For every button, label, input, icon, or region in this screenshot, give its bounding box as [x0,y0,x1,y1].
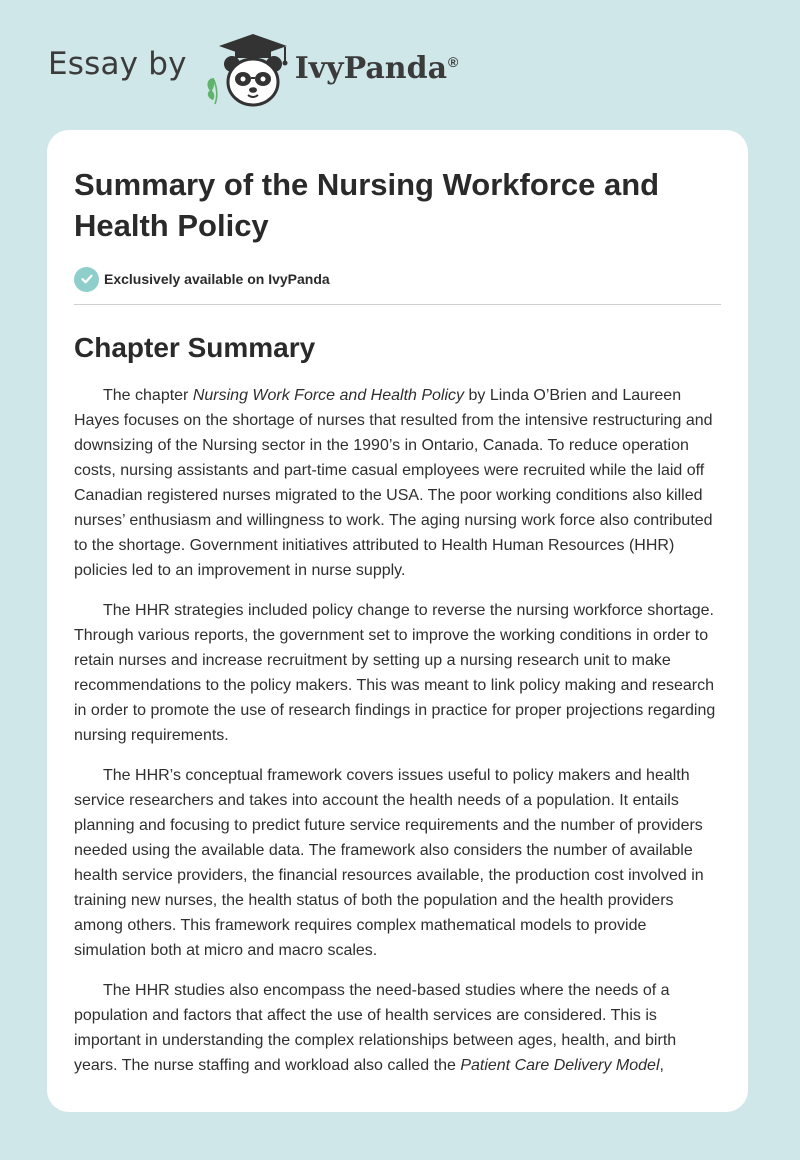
paragraph-2: The HHR strategies included policy change to reverse the nursing workforce shortage. Through various reports, the government set to improve the working conditions in order to retain nurses and increase recruitment by setting up a nursing research unit to make recommendations to the policy makers. This was meant to link policy making and research in order to promote the use of research findings in practice for proper projections regarding nursing requirements. [74,602,716,744]
page-title: Summary of the Nursing Workforce and Health Policy [74,167,660,243]
exclusive-badge [74,266,721,292]
registered-mark: ® [448,53,459,70]
paragraph-3: The HHR’s conceptual framework covers issues useful to policy makers and health service researchers and takes into account the health needs of a population. It entails planning and focusing to predict future service requirements and the number of providers needed using the available data. The framework also considers the number of available health service providers, the financial resources available, the production cost involved in training new nurses, the health status of both the population and the health providers among others. This framework requires complex mathematical models to provide simulation both at micro and macro scales. [74,767,704,959]
section-heading: Chapter Summary [74,332,316,363]
paragraph-1: The chapter Nursing Work Force and Health Policy by Linda O’Brien and Laureen Hayes focuses on the shortage of nurses that resulted from the intensive restructuring and downsizing of the Nursing sector in the 1990’s in Ontario, Canada. To reduce operation costs, nursing assistants and part-time casual employees were recruited while the laid off Canadian registered nurses migrated to the USA. The poor working conditions also killed nurses’ enthusiasm and willingness to work. The aging nursing work force also contributed to the shortage. Government initiatives attributed to Health Human Resources (HHR) policies led to an improvement in nurse supply. [74,387,713,579]
site-header [48,30,458,110]
divider [74,304,721,305]
check-circle-icon [74,267,99,292]
panda-graduate-logo-icon [201,30,293,110]
exclusive-label: Exclusively available on IvyPanda [104,271,330,287]
paragraph-4: The HHR studies also encompass the need-based studies where the needs of a population and factors that affect the use of health services are considered. This is important in understanding the complex relationships between ages, health, and birth years. The nurse staffing and workload also called the Patient Care Delivery Model, [74,982,677,1074]
essay-card [47,130,748,1112]
brand-name: IvyPanda® [294,50,459,86]
essay-by-label: Essay by [48,46,187,82]
